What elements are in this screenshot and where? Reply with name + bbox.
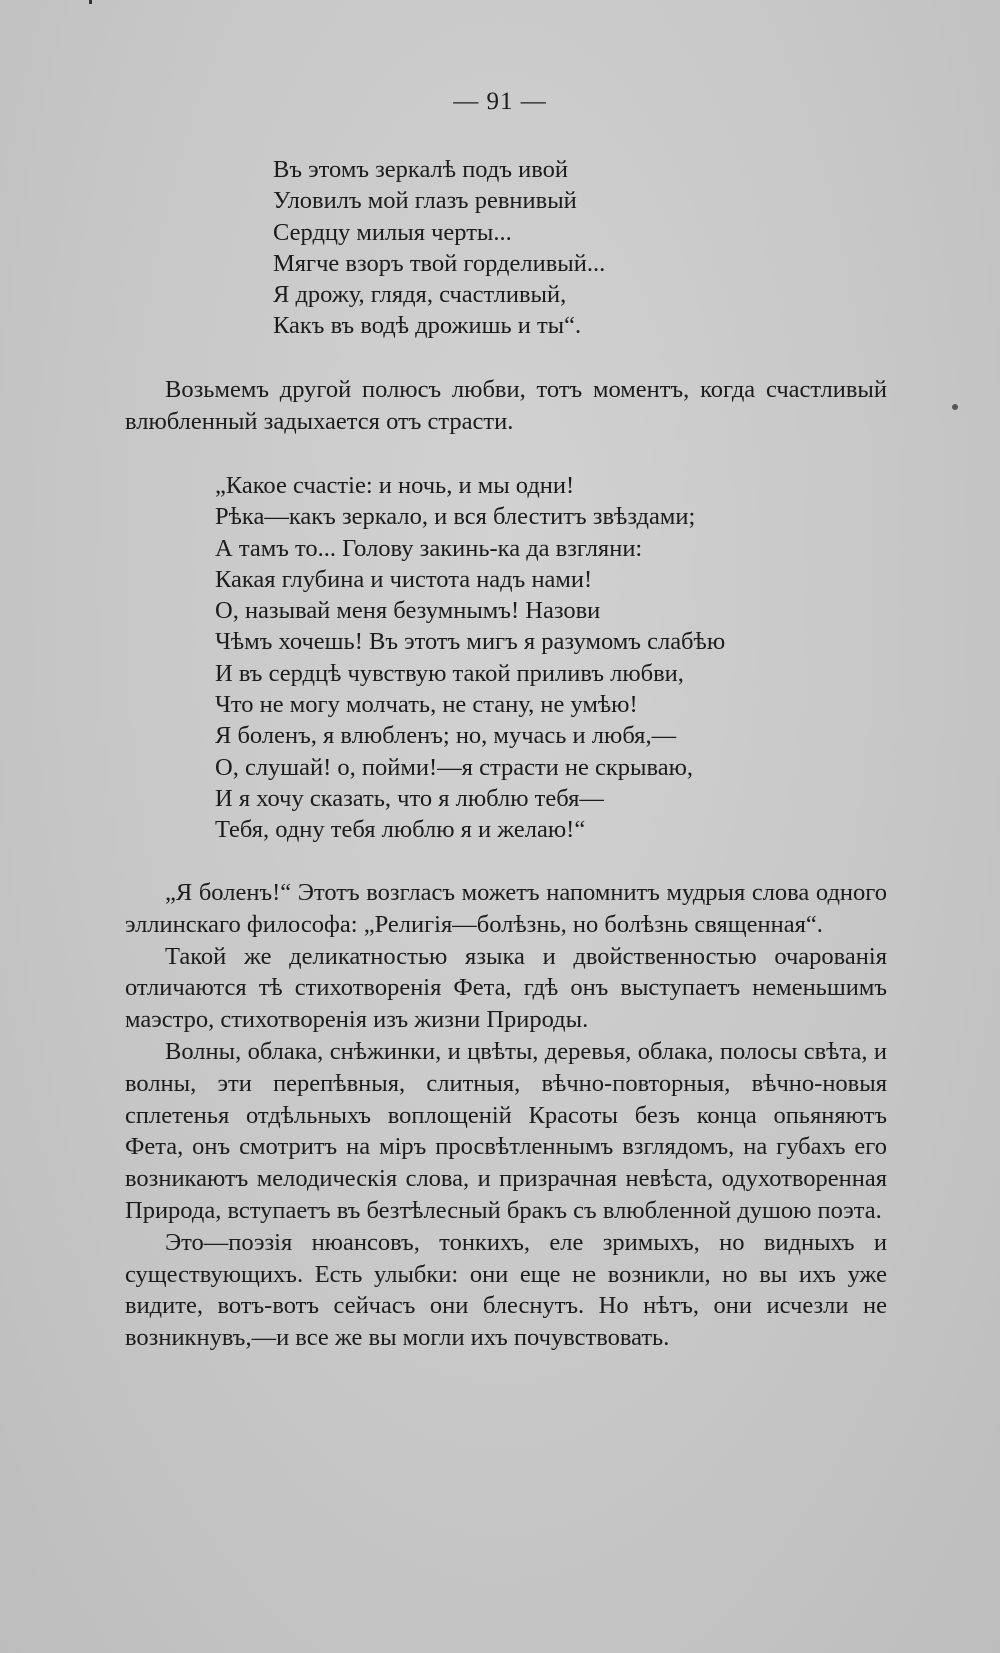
print-mark [89, 0, 92, 4]
verse-line: О, слушай! о, пойми!—я страсти не скрываю, [215, 753, 694, 781]
verse-line: Я дрожу, глядя, счастливый, [273, 281, 567, 309]
verse-line: Мягче взоръ твой горделивый... [273, 249, 606, 277]
verse-line: Я боленъ, я влюбленъ; но, мучась и любя,— [215, 722, 677, 750]
verse-block-2 [215, 470, 725, 846]
verse-line: Уловилъ мой глазъ ревнивый [273, 187, 577, 215]
verse-line: Тебя, одну тебя люблю я и желаю!“ [215, 816, 586, 844]
verse-line: Какъ въ водѣ дрожишь и ты“. [273, 312, 582, 340]
verse-line: И я хочу сказать, что я люблю тебя— [215, 784, 604, 812]
paragraph: Возьмемъ другой полюсъ любви, тотъ моментъ, когда счастливый влюбленный задыхается отъ страсти. [125, 376, 887, 435]
verse-block-1 [273, 154, 605, 342]
verse-line: Рѣка—какъ зеркало, и вся блеститъ звѣздами; [215, 503, 696, 531]
paragraph: Такой же деликатностью языка и двойственностью очарованія отличаются тѣ стихотворенія Фета, гдѣ онъ выступаетъ неменьшимъ маэстро, стихотворенія изъ жизни Природы. [125, 942, 887, 1034]
verse-line: Сердцу милыя черты... [273, 218, 512, 246]
verse-line: Что не могу молчать, не стану, не умѣю! [215, 691, 638, 719]
verse-line: Чѣмъ хочешь! Въ этотъ мигъ я разумомъ слабѣю [215, 628, 726, 656]
paragraph: „Я боленъ!“ Этотъ возгласъ можетъ напомнитъ мудрыя слова одного эллинскаго философа: „Религія—болѣзнь, но болѣзнь священная“. [125, 879, 887, 938]
prose-block-2 [125, 877, 887, 1354]
verse-line: Въ этомъ зеркалѣ подъ ивой [273, 156, 568, 183]
paper-speck [952, 404, 958, 410]
verse-line: О, называй меня безумнымъ! Назови [215, 597, 601, 625]
paragraph: Это—поэзія нюансовъ, тонкихъ, еле зримыхъ, но видныхъ и существующихъ. Есть улыбки: они еще не возникли, но вы ихъ уже видите, вотъ-вотъ сейчасъ они блеснутъ. Но нѣтъ, они исчезли не возникнувъ,—и все же вы могли ихъ почувствовать. [125, 1228, 887, 1352]
verse-line: А тамъ то... Голову закинь-ка да взгляни: [215, 534, 643, 562]
prose-block-1 [125, 374, 887, 438]
verse-line: „Какое счастіе: и ночь, и мы одни! [215, 472, 575, 499]
verse-line: И въ сердцѣ чувствую такой приливъ любви, [215, 659, 684, 687]
verse-line: Какая глубина и чистота надъ нами! [215, 565, 593, 593]
page-number: — 91 — [453, 88, 547, 115]
paragraph: Волны, облака, снѣжинки, и цвѣты, деревья, облака, полосы свѣта, и волны, эти перепѣвныя, слитныя, вѣчно-повторныя, вѣчно-новыя сплетенья отдѣльныхъ воплощеній Красоты безъ конца опьяняютъ Фета, онъ смотритъ на міръ просвѣтленнымъ взглядомъ, на губахъ его возникаютъ мелодическія слова, и призрачная невѣста, одухотворенная Природа, вступаетъ въ безтѣлесный бракъ съ влюбленной душою поэта. [125, 1037, 887, 1224]
